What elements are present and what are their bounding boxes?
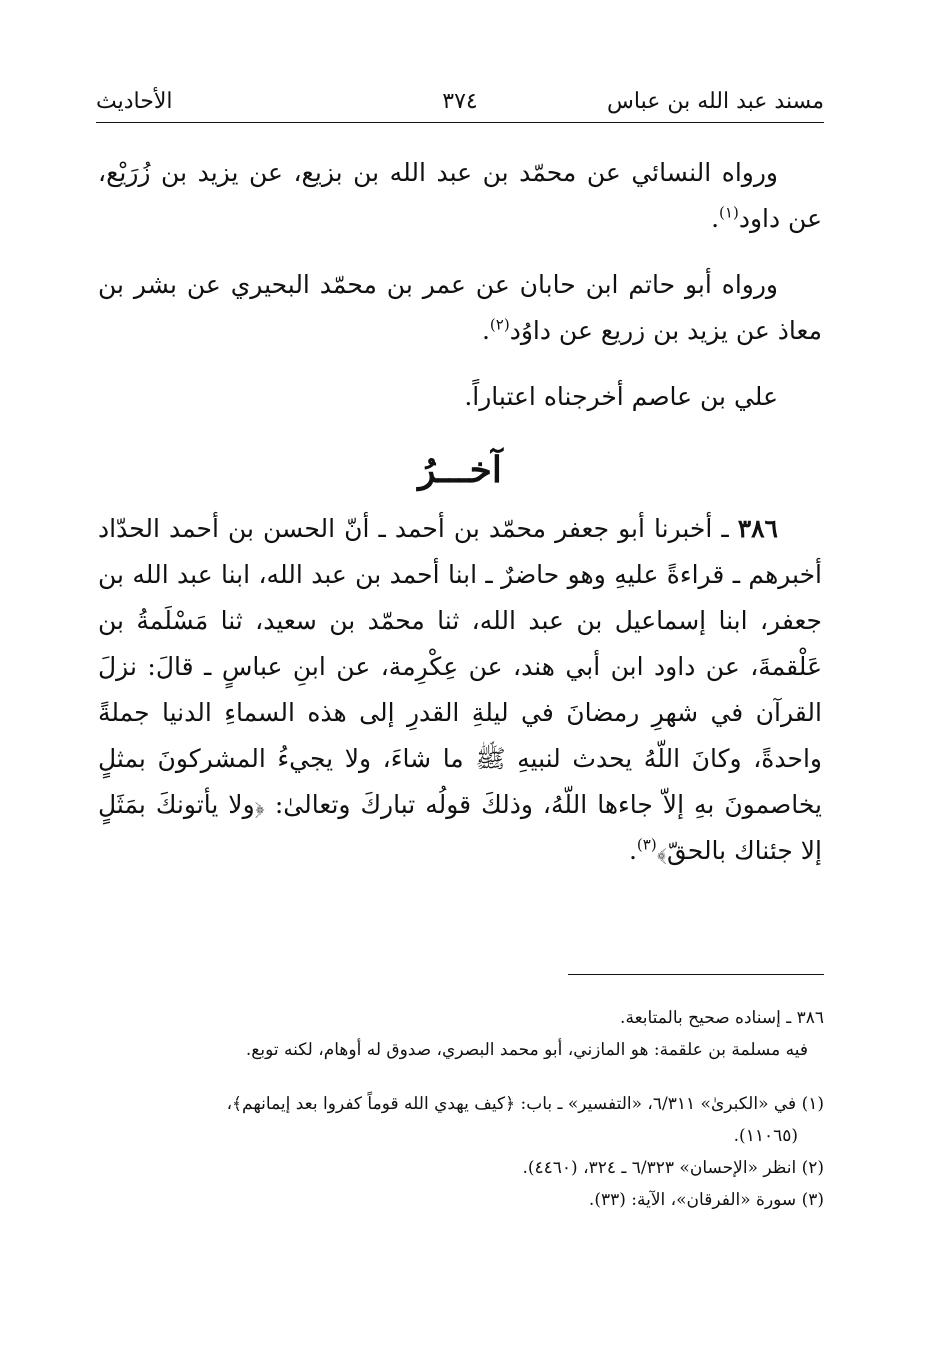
book-title: مسند عبد الله بن عباس — [607, 89, 824, 114]
footnote-ref: (٢) — [489, 315, 510, 334]
hadith-paragraph: ٣٨٦ ـ أخبرنا أبو جعفر محمّد بن أحمد ـ أنّ الحسن بن أحمد الحدّاد أخبرهم ـ قراءةً عليهِ وهو حاضرٌ ـ ابنا أحمد بن عبد الله، ابنا عبد الله بن جعفر، ابنا إسماعيل بن عبد الله، ثنا محمّد بن سعيد، ثنا مَسْلَمةُ بن عَلْقمةَ، عن داود ابن أبي هند، عن عِكْرِمة، عن ابنِ عباسٍ ـ قالَ: نزلَ القرآن في شهرِ رمضانَ في ليلةِ القدرِ إلى هذه السماءِ الدنيا جملةً واحدةً، وكانَ اللّهُ يحدث لنبيهِ ﷺ ما شاءَ، ولا يجيءُ المشركونَ بمثلٍ يخاصمونَ بهِ إلاّ جاءها اللّهُ، وذلكَ قولُه تباركَ وتعالىٰ: ﴿ولا يأتونكَ بمَثَلٍ إلا جئناك بالحقّ﴾$^{(٣)}$. — [98, 514, 822, 865]
footnote-2: (٢) انظر «الإحسان» ٦/٣٢٣ ـ ٣٢٤، (٤٤٦٠). — [522, 1158, 824, 1178]
section-title: آخـــرُ — [418, 449, 502, 491]
hadith-number: ٣٨٦ — [737, 514, 778, 543]
footnote-1: (١) في «الكبرىٰ» ٦/٣١١، «التفسير» ـ باب: ﴿كيف يهدي الله قوماً كفروا بعد إيمانهم﴾، — [226, 1094, 824, 1114]
footnote-rule — [568, 974, 824, 975]
hadith-text: ـ أخبرنا أبو جعفر محمّد بن أحمد ـ أنّ الحسن بن أحمد الحدّاد أخبرهم ـ قراءةً عليهِ وهو حاضرٌ ـ ابنا أحمد بن عبد الله، ابنا عبد الله بن جعفر، ابنا إسماعيل بن عبد الله، ثنا محمّد بن سعيد، ثنا مَسْلَمةُ بن عَلْقمةَ، عن داود ابن أبي هند، عن عِكْرِمة، عن ابنِ عباسٍ ـ قالَ: نزلَ القرآن في شهرِ رمضانَ في ليلةِ القدرِ إلى هذه السماءِ الدنيا جملةً واحدةً، وكانَ اللّهُ يحدث لنبيهِ ﷺ ما شاءَ، ولا يجيءُ المشركونَ بمثلٍ يخاصمونَ بهِ إلاّ جاءها اللّهُ، وذلكَ قولُه تباركَ وتعالىٰ: ﴿ولا يأتونكَ بمَثَلٍ إلا جئناك بالحقّ﴾ — [98, 514, 822, 865]
footnote-ref: (١) — [719, 203, 739, 222]
running-header — [96, 88, 824, 116]
footnote-3: (٣) سورة «الفرقان»، الآية: (٣٣). — [588, 1190, 824, 1210]
paragraph-text: ورواه النسائي عن محمّد بن عبد الله بن بزيع، عن يزيد بن زُرَيْع، عن داود — [98, 158, 822, 233]
footnote-ref: (٣) — [636, 835, 657, 854]
main-text — [98, 150, 822, 874]
note-gap — [100, 1066, 824, 1088]
section-name: الأحاديث — [96, 89, 173, 114]
paragraph-text: ورواه أبو حاتم ابن حابان عن عمر بن محمّد البحيري عن بشر بن معاذ عن يزيد بن زريع عن داوُد — [98, 270, 822, 345]
paragraph-ali: علي بن عاصم أخرجناه اعتباراً. — [464, 382, 778, 411]
footnotes — [100, 1002, 824, 1216]
paragraph-abu-hatim: ورواه أبو حاتم ابن حابان عن عمر بن محمّد البحيري عن بشر بن معاذ عن يزيد بن زريع عن داوُد$^{(٢)}$. — [98, 270, 822, 345]
note-386-detail: فيه مسلمة بن علقمة: هو المازني، أبو محمد البصري، صدوق له أوهام، لكنه توبع. — [245, 1040, 808, 1060]
page-number: ٣٧٤ — [442, 89, 478, 114]
note-386-grade: ٣٨٦ ـ إسناده صحيح بالمتابعة. — [620, 1008, 824, 1028]
footnote-1-continued: (١١٠٦٥). — [733, 1126, 798, 1146]
header-rule — [96, 122, 824, 123]
paragraph-nasai: ورواه النسائي عن محمّد بن عبد الله بن بزيع، عن يزيد بن زُرَيْع، عن داود$^{(١)}$. — [98, 158, 822, 233]
